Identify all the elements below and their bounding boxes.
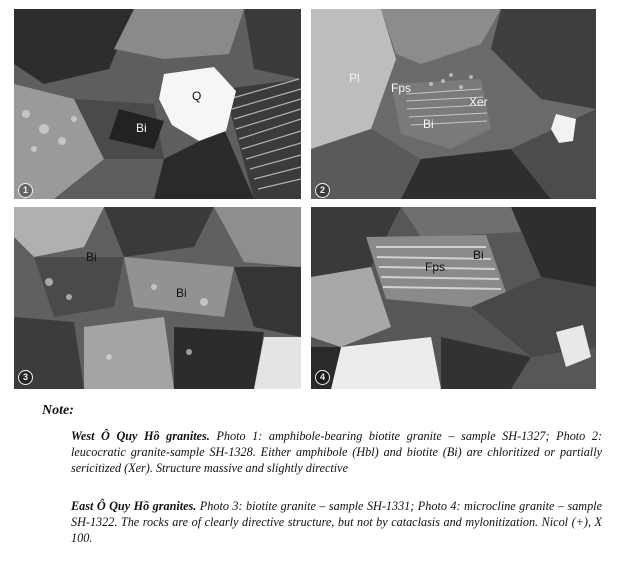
label-biotite: Bi [473, 248, 484, 262]
label-biotite-1: Bi [86, 250, 97, 264]
note-heading: Note: [42, 403, 74, 418]
micrograph-photo-2 [311, 9, 596, 199]
micrograph-photo-4 [311, 207, 596, 389]
micrograph-photo-1 [14, 9, 301, 199]
photo-number-3: 3 [18, 370, 33, 385]
west-title: West Ô Quy Hồ granites. [71, 429, 210, 443]
photo-number-4: 4 [315, 370, 330, 385]
note-west-paragraph [71, 428, 602, 476]
east-title: East Ô Quy Hồ granites. [71, 499, 197, 513]
micrograph-4-image [311, 207, 596, 389]
note-east-paragraph [71, 498, 602, 546]
west-text: Photo 1: amphibole-bearing biotite granite – sample SH-1327; Photo 2: leucocratic granite-sample SH-1328. Either amphibole (Hbl) and biotite (Bi) are chloritized or partially sericitized (Xer). Structure massive and slightly directive [71, 429, 603, 475]
label-quartz: Q [192, 89, 202, 103]
label-sericite: Xer [469, 95, 488, 109]
photo-number-2: 2 [315, 183, 330, 198]
label-biotite: Bi [136, 121, 147, 135]
label-plagioclase: Pl [349, 71, 360, 85]
micrograph-1-image [14, 9, 301, 199]
east-text: Photo 3: biotite granite – sample SH-1331; Photo 4: microcline granite – sample SH-1322. The rocks are of clearly directive structure, but not by cataclasis and mylonitization. Nicol (+), X 100. [71, 499, 602, 545]
photo-number-1: 1 [18, 183, 33, 198]
label-feldspar: Fps [425, 260, 446, 274]
micrograph-photo-3 [14, 207, 301, 389]
micrograph-2-image [311, 9, 596, 199]
label-biotite: Bi [423, 117, 434, 131]
label-feldspar: Fps [391, 81, 412, 95]
label-biotite-2: Bi [176, 286, 187, 300]
micrograph-3-image [14, 207, 301, 389]
